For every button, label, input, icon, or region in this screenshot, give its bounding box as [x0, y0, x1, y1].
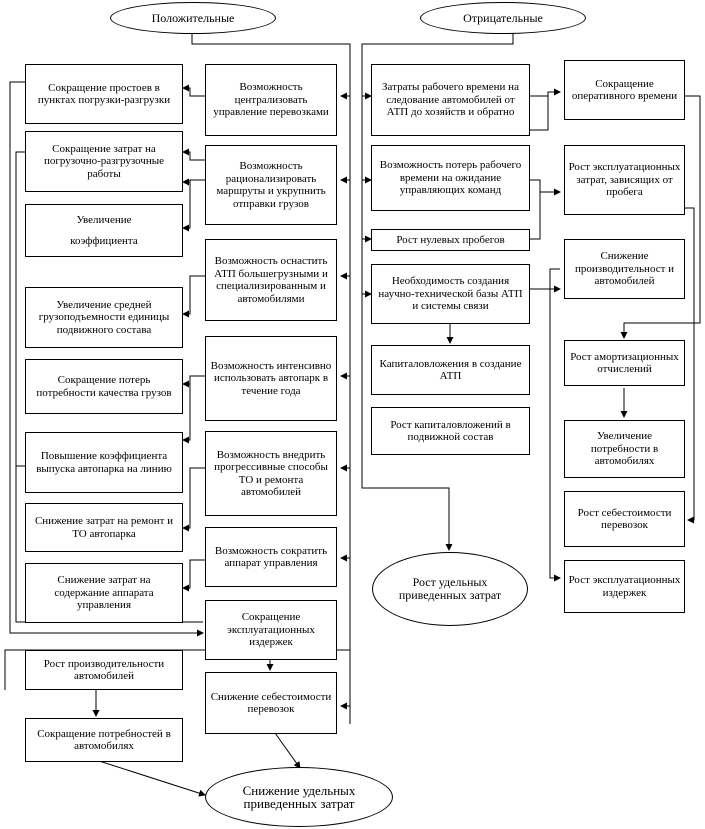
box-tech-base-need: Необходимость создания научно-технической базы АТП и системы связи	[371, 264, 530, 324]
box-productivity-decline: Снижение производительност и автомобилей	[564, 239, 685, 299]
negative-header-oval	[420, 2, 586, 34]
box-empty-runs: Рост нулевых пробегов	[371, 229, 530, 251]
box-reduce-repair-costs: Снижение затрат на ремонт и ТО автопарка	[25, 503, 183, 552]
box-reduce-quality-losses: Сокращение потерь потребности качества грузов	[25, 359, 183, 414]
box-reduce-vehicle-need: Сокращение потребностей в автомобилях	[25, 718, 183, 762]
box-intensive-fleet-use: Возможность интенсивно использовать автопарк в течение года	[205, 336, 337, 421]
box-increase-fleet-output: Повышение коэффициента выпуска автопарка на линию	[25, 432, 183, 493]
box-vehicle-need-growth: Увеличение потребности в автомобилях	[564, 420, 685, 478]
box-rolling-stock-investment: Рост капиталовложений в подвижной состав	[371, 407, 530, 455]
box-cost-growth: Рост себестоимости перевозок	[564, 491, 685, 547]
box-operational-time-reduction: Сокращение оперативного времени	[564, 60, 685, 120]
box-reduce-administration: Возможность сократить аппарат управления	[205, 527, 337, 587]
positive-header-oval	[110, 2, 276, 34]
box-reduce-idle-loading: Сокращение простоев в пунктах погрузки-разгрузки	[25, 64, 183, 124]
box-operating-cost-reduction: Сокращение эксплуатационных издержек	[205, 600, 337, 660]
box-capital-investment: Капиталовложения в создание АТП	[371, 345, 530, 395]
box-waiting-losses: Возможность потерь рабочего времени на ожидание управляющих команд	[371, 145, 530, 211]
result-oval-increase: Рост удельных приведенных затрат	[372, 552, 528, 626]
box-centralize-management: Возможность централизовать управление перевозками	[205, 64, 337, 136]
negative-header-label: Отрицательные	[463, 10, 543, 25]
box-rationalize-routes: Возможность рационализировать маршруты и укрупнить отправки грузов	[205, 145, 337, 225]
box-travel-time-costs: Затраты рабочего времени на следование автомобилей от АТП до хозяйств и обратно	[371, 64, 530, 136]
box-increase-coefficient: Увеличение коэффициента	[25, 204, 183, 257]
positive-header-label: Положительные	[151, 10, 235, 25]
box-progressive-maintenance: Возможность внедрить прогрессивные способы ТО и ремонта автомобилей	[205, 431, 337, 516]
box-equip-heavy-trucks: Возможность оснастить АТП большегрузными и специализированным и автомобилями	[205, 239, 337, 321]
box-cost-reduction: Снижение себестоимости перевозок	[205, 672, 337, 734]
box-operating-costs-growth: Рост эксплуатационных издержек	[564, 560, 685, 613]
box-reduce-loading-costs: Сокращение затрат на погрузочно-разгрузочные работы	[25, 131, 183, 192]
box-productivity-growth: Рост производительности автомобилей	[25, 650, 183, 690]
box-reduce-admin-costs: Снижение затрат на содержание аппарата управления	[25, 563, 183, 623]
box-increase-payload: Увеличение средней грузоподъемности единицы подвижного состава	[25, 287, 183, 348]
box-depreciation-growth: Рост амортизационных отчислений	[564, 340, 685, 386]
box-mileage-costs-growth: Рост эксплуатационных затрат, зависящих от пробега	[564, 145, 685, 215]
result-oval-decrease: Снижение удельных приведенных затрат	[205, 767, 393, 827]
